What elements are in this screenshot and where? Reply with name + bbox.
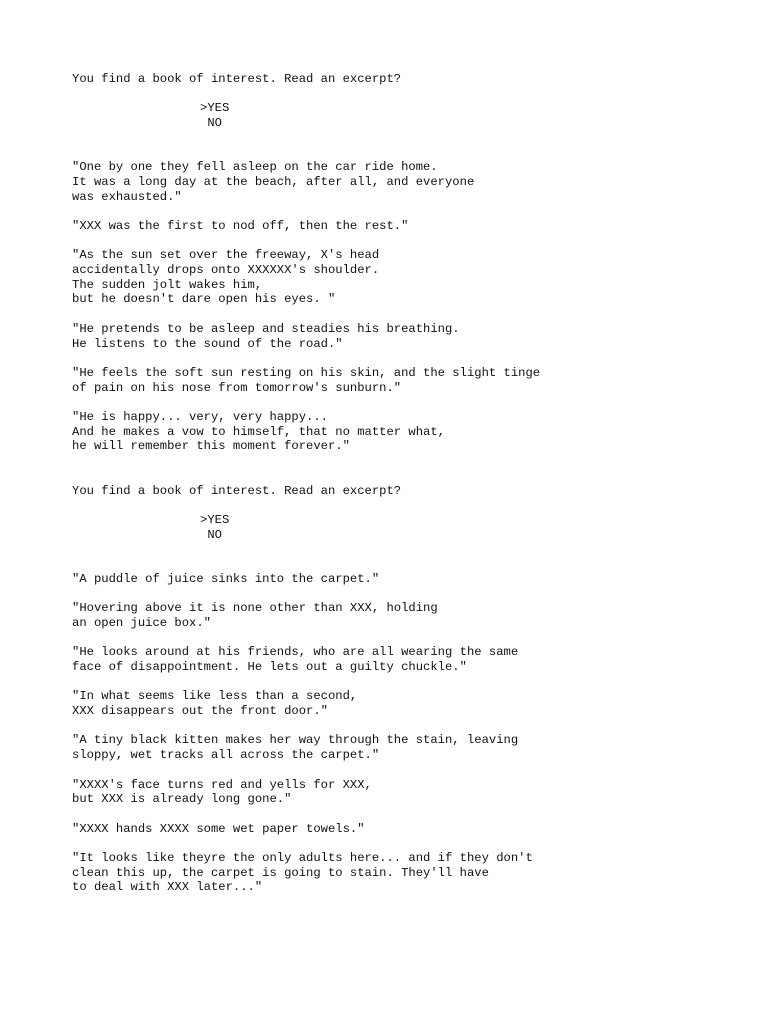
read-prompt: You find a book of interest. Read an excerpt?: [72, 72, 402, 86]
excerpt-line: was exhausted.": [72, 189, 182, 204]
excerpt-line: "In what seems like less than a second,: [72, 689, 358, 704]
excerpt-line: "It looks like theyre the only adults here... and if they don't: [72, 851, 533, 865]
excerpt-line: sloppy, wet tracks all across the carpet.": [72, 748, 380, 763]
excerpt-line: face of disappointment. He lets out a guilty chuckle.": [72, 659, 467, 674]
excerpt-paragraph: [72, 645, 712, 674]
excerpt-line: "He is happy... very, very happy...: [72, 410, 328, 425]
yes-no-menu: [200, 101, 712, 130]
option-no[interactable]: NO: [200, 116, 222, 131]
excerpt-paragraph: [72, 572, 712, 587]
excerpt-paragraph: [72, 778, 712, 807]
excerpt-line: to deal with XXX later...": [72, 880, 263, 895]
excerpt-line: but he doesn't dare open his eyes. ": [72, 292, 336, 307]
excerpt-paragraph: [72, 689, 712, 718]
excerpt-paragraph: [72, 219, 712, 234]
excerpt-line: The sudden jolt wakes him,: [72, 277, 263, 292]
excerpt-paragraph: [72, 733, 712, 762]
excerpt-line: accidentally drops onto XXXXXX's shoulder.: [72, 263, 380, 278]
excerpt-line: but XXX is already long gone.": [72, 792, 292, 807]
excerpt-line: "A tiny black kitten makes her way through the stain, leaving: [72, 733, 519, 748]
excerpt-line: "As the sun set over the freeway, X's head: [72, 248, 380, 263]
excerpt-line: clean this up, the carpet is going to stain. They'll have: [72, 865, 489, 880]
excerpt-paragraph: [72, 851, 712, 895]
excerpt-line: "One by one they fell asleep on the car ride home.: [72, 160, 438, 175]
excerpt-section-1: [72, 72, 712, 454]
excerpt-line: "XXX was the first to nod off, then the rest.": [72, 218, 409, 233]
excerpt-line: "He feels the soft sun resting on his skin, and the slight tinge: [72, 365, 541, 380]
excerpt-line: "A puddle of juice sinks into the carpet.": [72, 571, 380, 586]
excerpt-line: "XXXX hands XXXX some wet paper towels.": [72, 821, 365, 836]
excerpt-paragraph: [72, 248, 712, 307]
excerpt-paragraph: [72, 160, 712, 204]
option-yes[interactable]: >YES: [200, 512, 230, 527]
read-prompt: You find a book of interest. Read an excerpt?: [72, 483, 402, 498]
option-yes[interactable]: >YES: [200, 101, 230, 116]
excerpt-line: "Hovering above it is none other than XXX, holding: [72, 601, 438, 616]
excerpt-line: "He looks around at his friends, who are all wearing the same: [72, 645, 519, 660]
excerpt-line: of pain on his nose from tomorrow's sunburn.": [72, 380, 402, 395]
excerpt-line: "XXXX's face turns red and yells for XXX,: [72, 777, 372, 792]
excerpt-line: an open juice box.": [72, 615, 211, 630]
excerpt-line: XXX disappears out the front door.": [72, 704, 328, 719]
excerpt-line: he will remember this moment forever.": [72, 439, 350, 454]
excerpt-section-2: [72, 484, 712, 896]
excerpt-line: He listens to the sound of the road.": [72, 336, 343, 351]
excerpt-line: And he makes a vow to himself, that no matter what,: [72, 424, 445, 439]
excerpt-paragraph: [72, 410, 712, 454]
excerpt-paragraph: [72, 822, 712, 837]
option-no[interactable]: NO: [200, 527, 222, 542]
yes-no-menu: [200, 513, 712, 542]
excerpt-line: "He pretends to be asleep and steadies his breathing.: [72, 321, 460, 336]
document-page: [72, 72, 712, 895]
excerpt-paragraph: [72, 366, 712, 395]
excerpt-paragraph: [72, 322, 712, 351]
excerpt-paragraph: [72, 601, 712, 630]
excerpt-line: It was a long day at the beach, after all, and everyone: [72, 174, 475, 189]
